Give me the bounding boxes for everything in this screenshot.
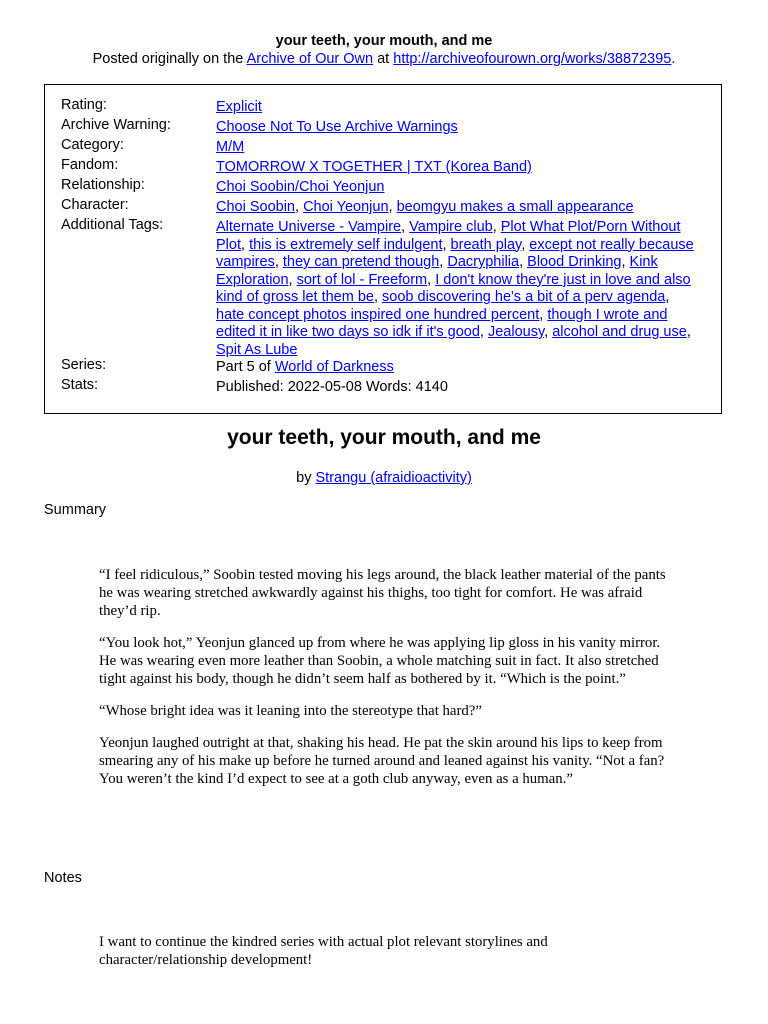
tag-link[interactable]: Kink Exploration	[216, 254, 658, 288]
body-paragraph: “I feel ridiculous,” Soobin tested moving his legs around, the black leather material of the pants he was wearing stretched awkwardly against his thighs, too tight for comfort. He was afraid they’d rip.	[99, 567, 666, 619]
character-label: Character:	[61, 197, 129, 213]
series-link[interactable]: World of Darkness	[274, 359, 394, 375]
warning-link[interactable]: Choose Not To Use Archive Warnings	[216, 119, 458, 135]
posted-at: at	[373, 51, 394, 67]
tag-link[interactable]: soob discovering he's a bit of a perv agenda	[382, 289, 666, 305]
relationship-link[interactable]: Choi Soobin/Choi Yeonjun	[216, 179, 385, 195]
tag-link[interactable]: Spit As Lube	[216, 341, 298, 358]
summary-heading: Summary	[44, 502, 107, 518]
work-url-link[interactable]: http://archiveofourown.org/works/38872395	[393, 51, 672, 67]
series-prefix: Part 5 of	[216, 359, 275, 375]
archive-link[interactable]: Archive of Our Own	[246, 51, 374, 67]
header-title: your teeth, your mouth, and me	[275, 33, 493, 49]
warning-label: Archive Warning:	[61, 117, 171, 133]
tag-link[interactable]: Choi Yeonjun	[303, 199, 389, 215]
tag-link[interactable]: Jealousy	[487, 324, 545, 340]
category-label: Category:	[61, 137, 124, 153]
stats-value: Published: 2022-05-08 Words: 4140	[216, 379, 448, 395]
metadata-box	[44, 84, 722, 414]
rating-label: Rating:	[61, 97, 107, 113]
relationship-label: Relationship:	[61, 177, 145, 193]
tag-link[interactable]: Vampire club	[409, 219, 493, 235]
tag-link[interactable]: sort of lol - Freeform	[296, 271, 428, 288]
posted-period: .	[671, 51, 676, 67]
series-label: Series:	[61, 357, 107, 373]
author-link[interactable]: Strangu (afraidioactivity)	[315, 470, 472, 486]
tag-link[interactable]: Choi Soobin	[216, 199, 295, 215]
document-header	[0, 32, 768, 68]
category-link[interactable]: M/M	[216, 139, 245, 155]
body-paragraph: “You look hot,” Yeonjun glanced up from where he was applying lip gloss in his vanity mirror. He was wearing even more leather than Soobin, a whole matching suit in fact. It also stretched tight against his body, though he didn’t seem half as bothered by it. “Which is the point.”	[99, 635, 661, 687]
tag-link[interactable]: beomgyu makes a small appearance	[396, 199, 634, 215]
character-list: Choi Soobin, Choi Yeonjun, beomgyu makes a small appearance	[216, 199, 634, 215]
notes-body	[99, 933, 619, 983]
tag-link[interactable]: they can pretend though	[282, 254, 440, 270]
tag-link[interactable]: alcohol and drug use	[552, 324, 687, 340]
tag-link[interactable]: though I wrote and edited it in like two days so idk if it's good	[216, 306, 668, 340]
body-paragraph: “Whose bright idea was it leaning into the stereotype that hard?”	[99, 703, 482, 719]
tags-list: Alternate Universe - Vampire, Vampire club, Plot What Plot/Porn Without Plot, this is extremely self indulgent, breath play, except not really because vampires, they can pretend though, Dacryphilia, Blood Drinking, Kink Exploration, sort of lol - Freeform, I don't know they're just in love and also kind of gross let them be, soob discovering he's a bit of a perv agenda, hate concept photos inspired one hundred percent, though I wrote and edited it in like two days so idk if it's good, Jealousy, alcohol and drug use, Spit As Lube	[216, 219, 694, 358]
tag-link[interactable]: Alternate Universe - Vampire	[216, 219, 402, 235]
tags-label: Additional Tags:	[61, 217, 164, 233]
posted-prefix: Posted originally on the	[92, 51, 247, 67]
tag-link[interactable]: except not really because vampires	[216, 236, 694, 270]
tag-link[interactable]: breath play	[450, 236, 522, 253]
tag-link[interactable]: Blood Drinking	[527, 254, 622, 270]
rating-link[interactable]: Explicit	[216, 99, 262, 115]
body-paragraph: Yeonjun laughed outright at that, shaking his head. He pat the skin around his lips to keep from smearing any of his make up before he turned around and leaned against his vanity. “Not a fan? You weren’t the kind I’d expect to see at a goth club anyway, even as a human.”	[99, 735, 665, 787]
tag-link[interactable]: this is extremely self indulgent	[249, 236, 443, 253]
tag-link[interactable]: Dacryphilia	[447, 254, 520, 270]
summary-body	[99, 566, 674, 802]
tag-link[interactable]: hate concept photos inspired one hundred percent	[216, 306, 540, 323]
body-paragraph: I want to continue the kindred series with actual plot relevant storylines and character/relationship development!	[99, 934, 548, 968]
posted-line	[0, 50, 768, 68]
notes-heading: Notes	[44, 870, 82, 886]
work-title: your teeth, your mouth, and me	[227, 426, 541, 449]
by-prefix: by	[296, 470, 316, 486]
tag-link[interactable]: I don't know they're just in love and also kind of gross let them be	[216, 271, 691, 305]
byline	[0, 470, 768, 486]
tag-link[interactable]: Plot What Plot/Porn Without Plot	[216, 219, 681, 253]
fandom-label: Fandom:	[61, 157, 119, 173]
stats-label: Stats:	[61, 377, 99, 393]
fandom-link[interactable]: TOMORROW X TOGETHER | TXT (Korea Band)	[216, 159, 532, 175]
